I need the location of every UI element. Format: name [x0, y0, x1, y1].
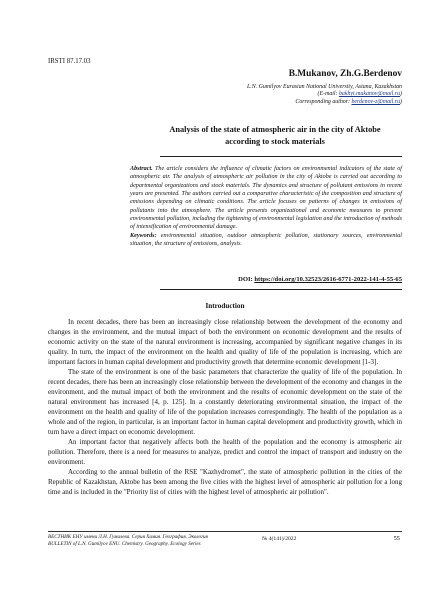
abstract-divider — [160, 289, 402, 290]
corresponding-suffix: ) — [400, 98, 402, 105]
page-number: 55 — [393, 535, 400, 542]
doi-link[interactable]: https://doi.org/10.32523/2616-6771-2022-141-4-55-65 — [254, 276, 402, 283]
paragraph: According to the annual bulletin of the RSE "Kazhydromet", the state of atmospheric pollution in the cities of the Republic of Kazakhstan, Aktobe has been among the five cities with the highest level of atmospheric air pollution for a long time and is included in the "Priority list of cities with the highest level of atmospheric air pollution". — [48, 468, 402, 496]
abstract-block — [130, 165, 402, 248]
paper-title — [146, 124, 404, 147]
email-suffix: ) — [400, 91, 402, 98]
corresponding-prefix: Corresponding author: — [295, 98, 352, 105]
paper-title-line-1: Analysis of the state of atmospheric air in the city of Aktobe — [169, 125, 381, 134]
keywords-text: environmental situation, outdoor atmospheric pollution, stationary sources, environmental situation, the structure of emissions, analysis. — [130, 232, 402, 248]
footer-journal-ru: ВЕСТНИК ЕНУ имени Л.Н. Гумилева. Серия Химия. География. Экология — [48, 534, 208, 540]
affiliation — [132, 84, 402, 106]
corresponding-email-link[interactable]: berdenov-z@mail.ru — [351, 98, 401, 105]
email-prefix: (E-mail: — [317, 91, 339, 98]
abstract-text: The article considers the influence of climatic factors on environmental indicators of the state of atmospheric air. The analysis of atmospheric air pollution in the city of Aktobe is carried out according to departmental organizations and stock materials. The dynamics and structure of pollutant emissions in recent years are presented. The authors carried out a comparative characteristic of the composition and structure of emissions depending on climatic conditions. The article focuses on patterns of changes in emissions of pollutants into the atmosphere. The article presents organizational and economic measures to prevent environmental pollution, including the tightening of environmental legislation and the introduction of methods of intensification of environmental damage. — [130, 166, 402, 231]
section-heading: Introduction — [205, 302, 245, 310]
paragraph: The state of the environment is one of the basic parameters that characterize the quality of life of the population. In recent decades, there has been an increasingly close relationship between the development of the economy and changes in the environment, and the mutual impact of both the environment and the results of economic development on the state of the natural environment has increased [4, p. 125]. In a constantly deteriorating environmental situation, the impact of the environment on the health and quality of life of the population increases correspondingly. The health of the population as a whole and of the region, in particular, is an important factor in human capital development and productivity growth, which in turn have a direct impact on economic development. — [48, 368, 402, 436]
corresponding-author-line — [132, 99, 402, 106]
abstract-label: Abstract. — [130, 166, 153, 172]
body-text — [48, 317, 402, 497]
title-divider — [160, 156, 402, 157]
doi-label: DOI: — [238, 276, 253, 283]
affiliation-email-line — [132, 91, 402, 98]
abstract — [130, 165, 402, 232]
footer-divider — [48, 531, 402, 532]
footer-issue: № 4(141)/2022 — [262, 536, 297, 542]
affiliation-org: L.N. Gumilyov Eurasian National University, Astana, Kazakhstan — [246, 84, 402, 90]
paper-title-line-2: according to stock materials — [225, 136, 325, 146]
irsti-code: IRSTI 87.17.03 — [48, 58, 91, 65]
authors: B.Mukanov, Zh.G.Berdenov — [288, 69, 402, 79]
paragraph: An important factor that negatively affects both the health of the population and the economy is atmospheric air pollution. Therefore, there is a need for measures to analyze, predict and control the impact of transport and industry on the environment. — [48, 438, 402, 466]
keywords-label: Keywords: — [130, 232, 157, 239]
author-email-link[interactable]: bakhyt.mukanov@mail.ru — [338, 91, 401, 98]
paragraph: In recent decades, there has been an increasingly close relationship between the development of the economy and changes in the environment, and the mutual impact of both the environment on economic development and the results of economic activity on the state of the natural environment is increasing, accompanied by significant negative changes in its quality. In turn, the impact of the environment on the health and quality of life of the population is increasing, which are important factors in human capital development and productivity growth that determine economic development [1-3]. — [48, 318, 402, 366]
keywords — [130, 232, 402, 249]
doi — [238, 276, 402, 283]
footer-journal — [48, 534, 208, 548]
footer-journal-en: BULLETIN of L.N. Gumilyov ENU. Chemistry. Geography. Ecology Series — [48, 541, 201, 547]
